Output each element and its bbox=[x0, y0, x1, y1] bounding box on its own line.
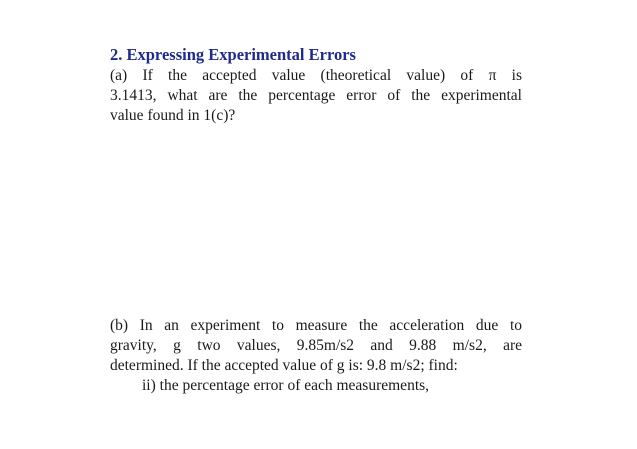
part-b-line-3: determined. If the accepted value of g is: 9.8 m/s2; find: bbox=[110, 357, 458, 374]
question-part-a bbox=[110, 66, 522, 126]
part-a-line-1: (a) If the accepted value (theoretical value) of π is bbox=[110, 67, 522, 84]
part-a-line-3: value found in 1(c)? bbox=[110, 107, 236, 124]
section-heading: 2. Expressing Experimental Errors bbox=[110, 45, 356, 64]
part-b-line-1: (b) In an experiment to measure the acceleration due to bbox=[110, 317, 522, 334]
question-part-b bbox=[110, 316, 522, 396]
part-a-line-2: 3.1413, what are the percentage error of the experimental bbox=[110, 87, 522, 104]
part-b-subquestion-ii: ii) the percentage error of each measurements, bbox=[142, 377, 430, 394]
part-b-line-2: gravity, g two values, 9.85m/s2 and 9.88 m/s2, are bbox=[110, 337, 522, 354]
